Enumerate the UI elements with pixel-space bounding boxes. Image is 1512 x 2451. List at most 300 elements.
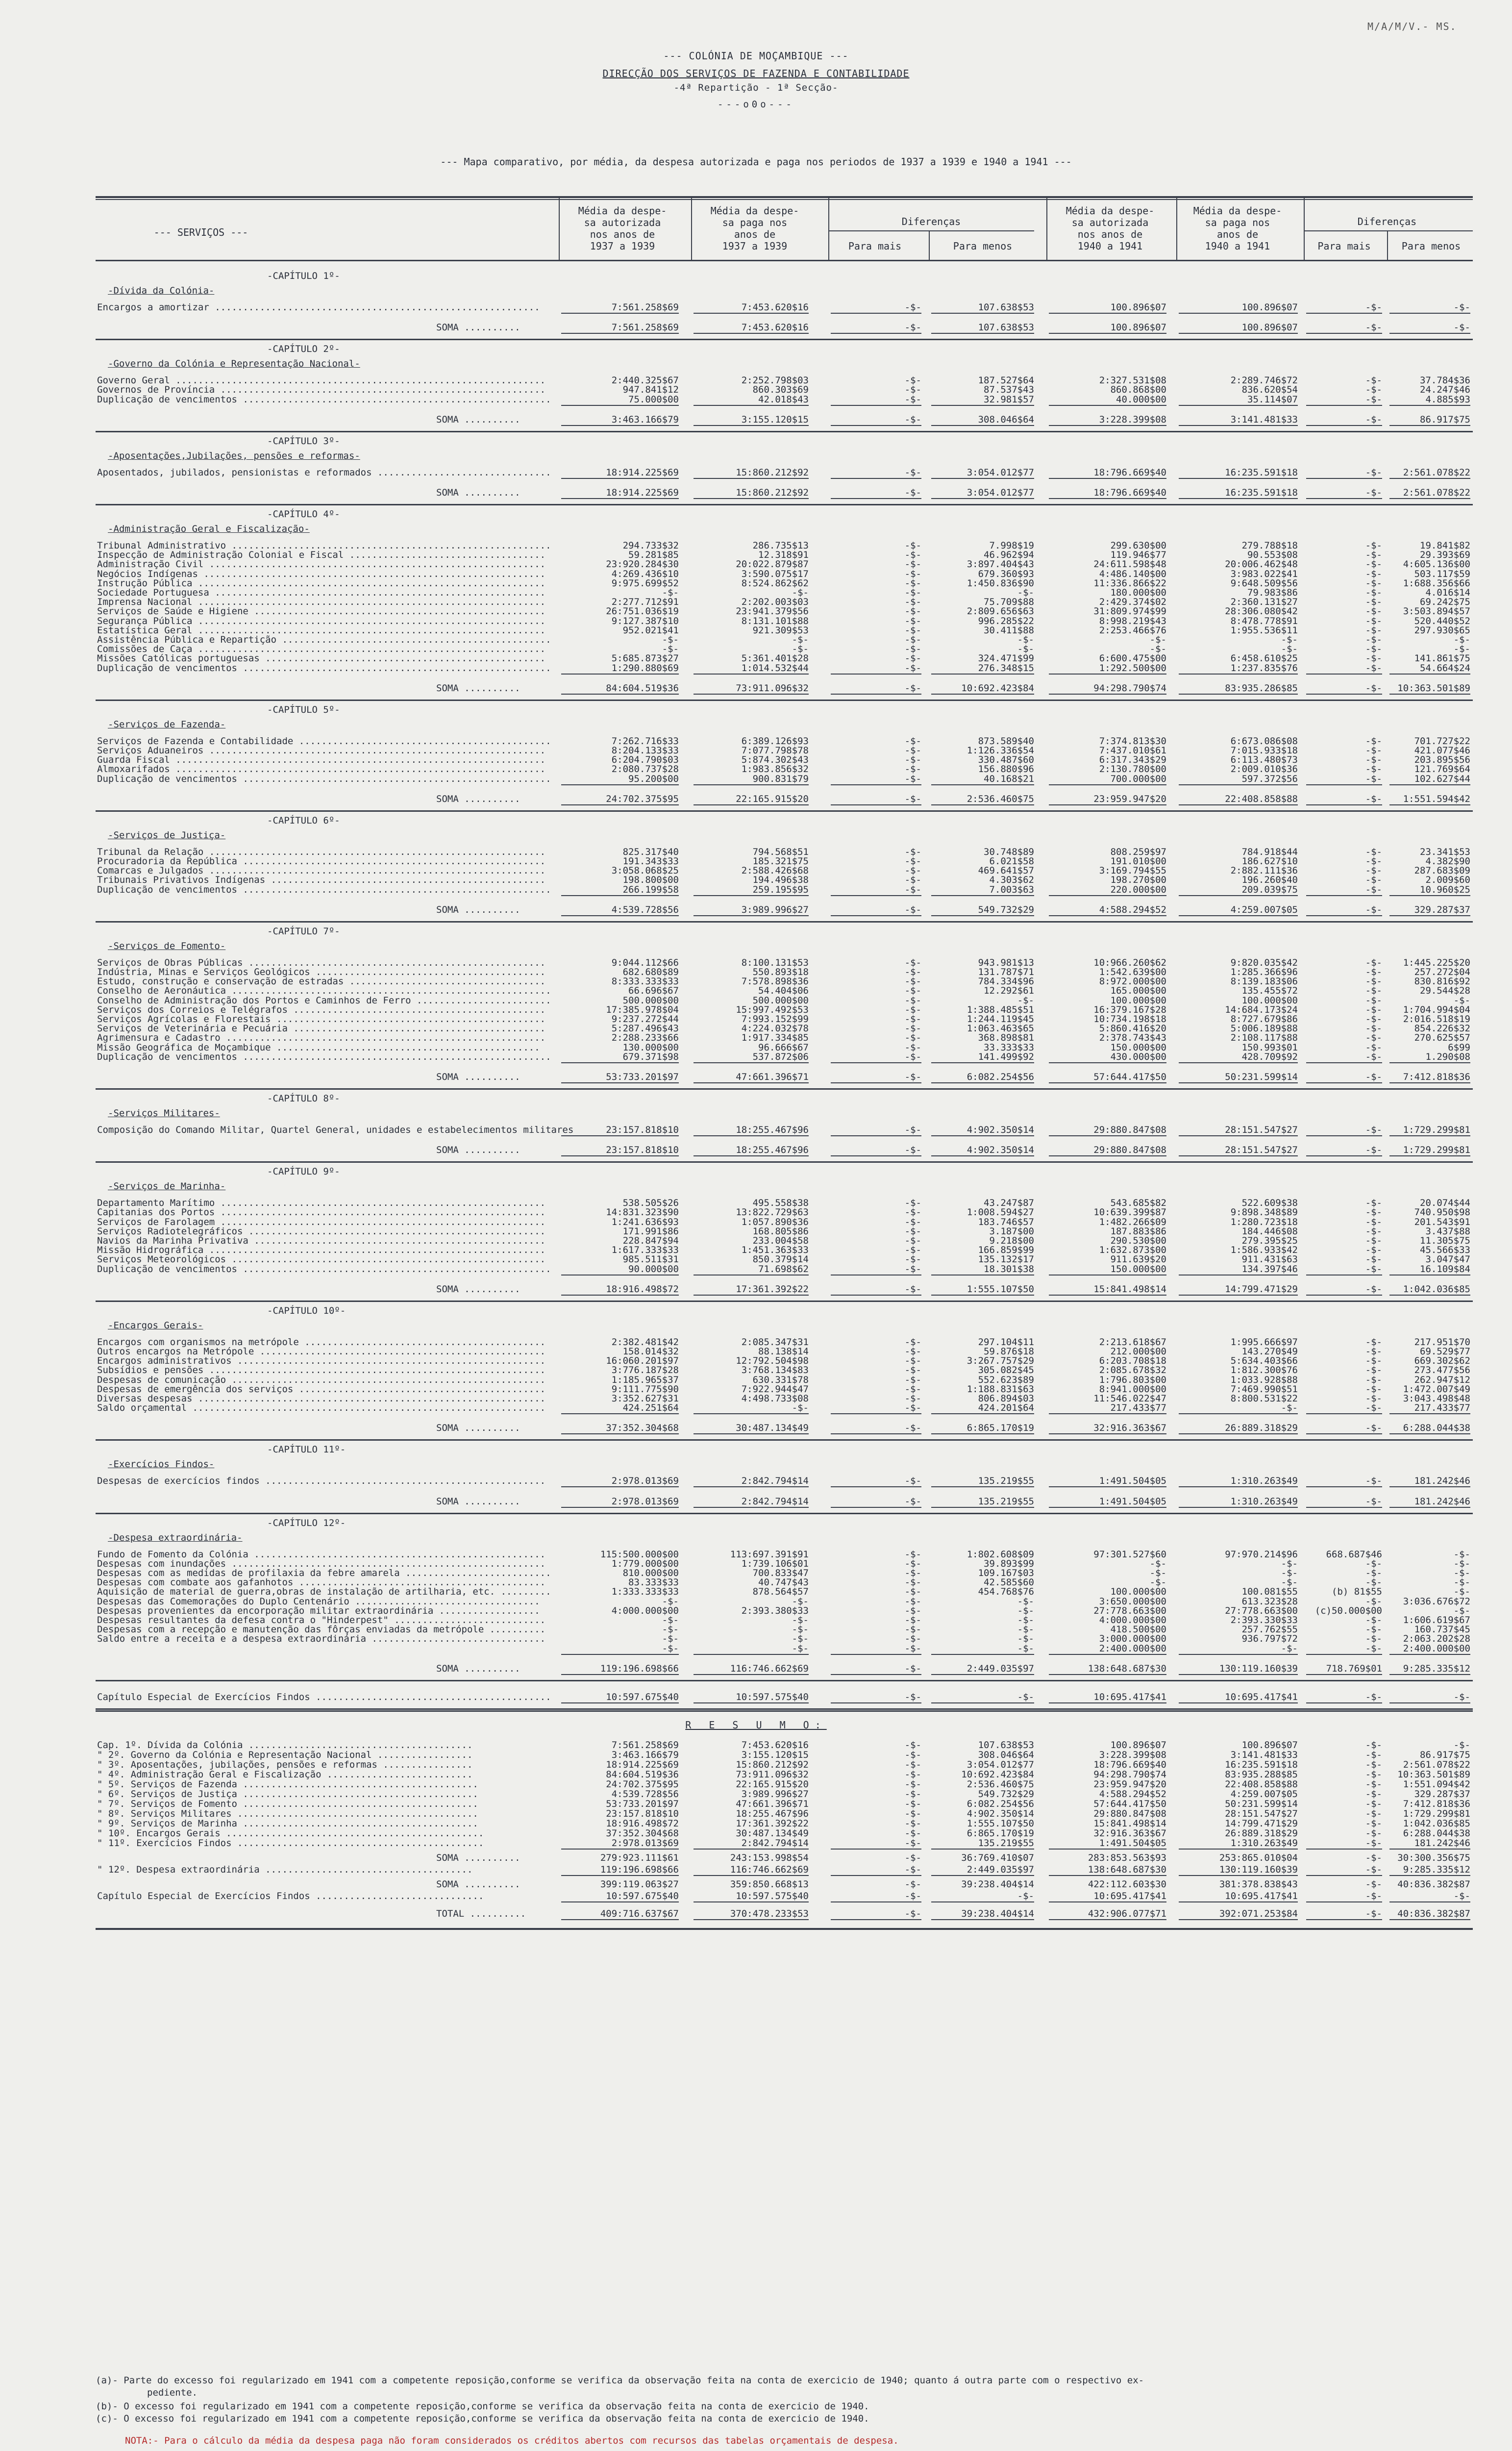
row-label: Duplicação de vencimentos ....................................................... bbox=[97, 662, 551, 674]
value-col-6: -$- bbox=[1365, 875, 1382, 886]
resumo-row-label: " 10º. Encargos Gerais .............................................. bbox=[97, 1827, 484, 1839]
row-label: Duplicação de vencimentos ....................................................... bbox=[97, 773, 551, 784]
value-col-1: 71.698$62 bbox=[694, 1264, 809, 1276]
soma-label: SOMA .......... bbox=[436, 793, 521, 804]
heading-ornament: ---o0o--- bbox=[718, 99, 794, 110]
value-col-5: 28:151.547$27 bbox=[1179, 1145, 1298, 1156]
row-label: Negócios Indígenas ............................................................. bbox=[97, 568, 546, 579]
value-col-0: 6:204.790$03 bbox=[611, 754, 679, 766]
value-col-6: -$- bbox=[1365, 1336, 1382, 1348]
row-label: Composição do Comando Militar, Quartel General, unidades e estabelecimentos militares bbox=[97, 1125, 574, 1135]
value-col-0: 53:733.201$97 bbox=[561, 1072, 679, 1083]
value-col-6: -$- bbox=[1306, 1908, 1382, 1920]
value-col-2: -$- bbox=[904, 568, 921, 579]
value-col-4: 10:734.198$18 bbox=[1093, 1014, 1166, 1025]
value-col-4: 16:379.167$28 bbox=[1093, 1004, 1166, 1015]
value-col-7: 29.393$69 bbox=[1420, 550, 1470, 561]
value-col-4: 3:228.399$08 bbox=[1099, 1749, 1166, 1760]
value-col-6: -$- bbox=[1365, 865, 1382, 876]
value-col-5: 28:151.547$27 bbox=[1179, 1125, 1298, 1136]
value-col-3: 6:865.170$19 bbox=[967, 1827, 1034, 1839]
value-col-3: 943.981$13 bbox=[978, 957, 1034, 968]
value-col-2: -$- bbox=[904, 1808, 921, 1819]
row-label: Tribunal Administrativo ......................................................... bbox=[97, 540, 551, 551]
row-label: Encargos a amortizar .......................................................... bbox=[97, 302, 540, 313]
value-col-6: -$- bbox=[1306, 1051, 1382, 1063]
value-col-1: 1:917.334$85 bbox=[741, 1032, 809, 1044]
value-col-0: -$- bbox=[662, 1615, 679, 1626]
value-col-4: 191.010$00 bbox=[1110, 856, 1166, 867]
value-col-4: 29:880.847$08 bbox=[1049, 1145, 1166, 1156]
value-col-7: -$- bbox=[1453, 1605, 1470, 1616]
value-col-6: -$- bbox=[1365, 597, 1382, 608]
value-col-3: -$- bbox=[1017, 1633, 1034, 1645]
value-col-7: 69.529$77 bbox=[1420, 1346, 1470, 1357]
value-col-4: 11:336.866$22 bbox=[1093, 577, 1166, 589]
value-col-7: -$- bbox=[1389, 1891, 1470, 1902]
chapter-title: -Serviços de Justiça- bbox=[108, 829, 226, 841]
value-col-0: 424.251$64 bbox=[561, 1402, 679, 1414]
value-col-3: -$- bbox=[1017, 1615, 1034, 1626]
value-col-5: -$- bbox=[1281, 1568, 1298, 1578]
soma-label: SOMA .......... bbox=[436, 1423, 521, 1434]
value-col-4: 430.000$00 bbox=[1049, 1051, 1166, 1063]
value-col-2: -$- bbox=[831, 394, 921, 406]
value-col-1: 4:224.032$78 bbox=[741, 1023, 809, 1034]
value-col-0: 10:597.675$40 bbox=[561, 1692, 679, 1703]
value-col-6: -$- bbox=[1365, 1827, 1382, 1839]
value-col-5: -$- bbox=[1281, 634, 1298, 645]
soma-label: SOMA .......... bbox=[436, 1072, 521, 1082]
row-label: Departamento Marítimo .......................................................... bbox=[97, 1198, 546, 1209]
value-col-5: -$- bbox=[1281, 644, 1298, 655]
value-col-5: 6:673.086$08 bbox=[1230, 735, 1298, 747]
value-col-4: 2:400.000$00 bbox=[1049, 1643, 1166, 1655]
note-c: (c)- O excesso foi regularizado em 1941 com a competente reposição,conforme se verifica da observação feita na conta de exercicio de 1940. bbox=[96, 2413, 869, 2424]
value-col-1: 3:989.996$27 bbox=[694, 904, 809, 916]
value-col-2: -$- bbox=[904, 1393, 921, 1404]
value-col-7: 11.305$75 bbox=[1420, 1235, 1470, 1246]
value-col-6: -$- bbox=[1365, 1818, 1382, 1829]
value-col-6: -$- bbox=[1365, 1198, 1382, 1209]
value-col-0: 66.696$67 bbox=[628, 985, 679, 997]
value-col-4: 1:542.639$00 bbox=[1099, 967, 1166, 977]
value-col-7: 503.117$59 bbox=[1414, 568, 1470, 579]
value-col-1: 8:131.101$88 bbox=[741, 615, 809, 626]
value-col-3: 75.709$88 bbox=[984, 597, 1034, 608]
value-col-0: 679.371$98 bbox=[561, 1051, 679, 1063]
chapter-title: -Serviços de Marinha- bbox=[108, 1181, 226, 1192]
value-col-6: -$- bbox=[1365, 1365, 1382, 1376]
value-col-3: 1:555.107$50 bbox=[931, 1284, 1034, 1296]
row-label: Encargos com organismos na metrópole ........................................... bbox=[97, 1336, 546, 1348]
value-col-1: 500.000$00 bbox=[752, 995, 809, 1006]
value-col-4: 860.868$00 bbox=[1110, 384, 1166, 396]
value-col-7: 37.784$36 bbox=[1420, 375, 1470, 386]
value-col-3: 297.104$11 bbox=[978, 1336, 1034, 1348]
value-col-1: -$- bbox=[792, 634, 809, 645]
column-rule-1 bbox=[691, 198, 692, 260]
value-col-3: 4:902.350$14 bbox=[967, 1808, 1034, 1819]
value-col-4: -$- bbox=[1149, 1577, 1166, 1588]
value-col-3: 10:692.423$84 bbox=[961, 1769, 1034, 1780]
chapter-label: -CAPÍTULO 1º- bbox=[267, 271, 340, 281]
row-label: Tribunal da Relação ............................................................ bbox=[97, 846, 546, 857]
chapter-label: -CAPÍTULO 10º- bbox=[267, 1305, 346, 1316]
value-col-5: 522.609$38 bbox=[1241, 1198, 1298, 1209]
value-col-4: 23:959.947$20 bbox=[1049, 794, 1166, 805]
value-col-4: 2:085.678$32 bbox=[1099, 1365, 1166, 1376]
value-col-3: 32.981$57 bbox=[931, 394, 1034, 406]
value-col-7: 7:412.818$36 bbox=[1403, 1798, 1470, 1809]
value-col-3: 873.589$40 bbox=[978, 735, 1034, 747]
value-col-1: -$- bbox=[792, 1633, 809, 1645]
value-col-2: -$- bbox=[904, 615, 921, 626]
row-label: Tribunais Privativos Indígenas ................................................. bbox=[97, 875, 546, 886]
value-col-1: 359:850.668$13 bbox=[730, 1878, 809, 1890]
value-col-5: 150.993$01 bbox=[1241, 1042, 1298, 1053]
row-label: Serviços de Saúde e Higiene .................................................... bbox=[97, 606, 546, 617]
value-col-0: 9:975.699$52 bbox=[611, 577, 679, 589]
value-col-6: -$- bbox=[1365, 1615, 1382, 1626]
value-col-5: 381:378.838$43 bbox=[1219, 1878, 1298, 1890]
value-col-6: -$- bbox=[1365, 568, 1382, 579]
value-col-7: 2:016.518$19 bbox=[1403, 1014, 1470, 1025]
value-col-0: 947.841$12 bbox=[622, 384, 679, 396]
col-header-mais-2: Para mais bbox=[1317, 240, 1371, 252]
value-col-2: -$- bbox=[831, 1643, 921, 1655]
value-col-7: 24.247$46 bbox=[1420, 384, 1470, 396]
value-col-1: 5:874.302$43 bbox=[741, 754, 809, 766]
value-col-4: 27:778.663$00 bbox=[1093, 1605, 1166, 1616]
value-col-4: 8:998.219$43 bbox=[1099, 615, 1166, 626]
value-col-5: 8:800.531$22 bbox=[1230, 1393, 1298, 1404]
value-col-5: 257.762$55 bbox=[1241, 1624, 1298, 1635]
value-col-6: -$- bbox=[1365, 1624, 1382, 1635]
value-col-1: 7:453.620$16 bbox=[741, 1739, 809, 1751]
row-label: Conselho de Aeronáutica ......................................................... bbox=[97, 985, 551, 997]
value-col-7: 69.242$75 bbox=[1420, 597, 1470, 608]
value-col-7: 3:036.676$72 bbox=[1403, 1596, 1470, 1607]
row-label: Aposentados, jubilados, pensionistas e reformados ............................... bbox=[97, 467, 551, 478]
value-col-6: -$- bbox=[1306, 683, 1382, 695]
resumo-row-label: " 5º. Serviços de Fazenda .......................................... bbox=[97, 1778, 478, 1790]
value-col-0: -$- bbox=[662, 1624, 679, 1635]
value-col-0: 37:352.304$68 bbox=[561, 1423, 679, 1434]
value-col-7: 262.947$12 bbox=[1414, 1374, 1470, 1385]
directorate-heading: DIRECÇÃO DOS SERVIÇOS DE FAZENDA E CONTABILIDADE bbox=[602, 68, 910, 79]
value-col-5: 4:259.007$05 bbox=[1179, 904, 1298, 916]
value-col-1: 15:860.212$92 bbox=[694, 467, 809, 479]
value-col-7: 273.477$56 bbox=[1414, 1365, 1470, 1376]
value-col-4: 10:639.399$87 bbox=[1093, 1207, 1166, 1218]
value-col-3: 3:267.757$29 bbox=[967, 1355, 1034, 1367]
value-col-3: 156.880$96 bbox=[978, 764, 1034, 775]
value-col-4: 100.000$00 bbox=[1110, 995, 1166, 1006]
section-rule bbox=[96, 921, 1473, 923]
resumo-top-rule bbox=[96, 1710, 1473, 1712]
resumo-capesp-label: Capítulo Especial de Exercícios Findos .............................. bbox=[97, 1890, 484, 1901]
value-col-2: -$- bbox=[904, 1558, 921, 1569]
value-col-5: 26:889.318$29 bbox=[1179, 1423, 1298, 1434]
value-col-6: -$- bbox=[1365, 1558, 1382, 1569]
value-col-7: 287.683$09 bbox=[1414, 865, 1470, 876]
value-col-6: -$- bbox=[1365, 540, 1382, 551]
value-col-7: 3.047$47 bbox=[1425, 1254, 1470, 1265]
value-col-6: -$- bbox=[1365, 653, 1382, 664]
section-rule bbox=[96, 1708, 1473, 1710]
value-col-2: -$- bbox=[904, 967, 921, 977]
value-col-3: 3:054.012$77 bbox=[931, 487, 1034, 499]
value-col-2: -$- bbox=[904, 1254, 921, 1265]
row-label: Fundo de Fomento da Colónia .................................................... bbox=[97, 1549, 546, 1560]
section-rule bbox=[96, 504, 1473, 505]
row-label: Segurança Pública .............................................................. bbox=[97, 615, 546, 626]
value-col-5: 279.395$25 bbox=[1241, 1235, 1298, 1246]
value-col-6: -$- bbox=[1306, 1264, 1382, 1276]
value-col-4: 1:491.504$05 bbox=[1049, 1838, 1166, 1850]
value-col-3: 135.219$55 bbox=[931, 1496, 1034, 1508]
value-col-3: 1:450.836$90 bbox=[967, 577, 1034, 589]
value-col-4: 2:253.466$76 bbox=[1099, 625, 1166, 636]
value-col-7: 9:285.335$12 bbox=[1389, 1864, 1470, 1876]
value-col-7: 54.664$24 bbox=[1389, 663, 1470, 675]
value-col-4: 7:437.010$61 bbox=[1099, 745, 1166, 756]
value-col-7: 1:042.036$85 bbox=[1389, 1284, 1470, 1296]
row-label: Encargos administrativos ....................................................... bbox=[97, 1355, 546, 1367]
value-col-0: 4:269.436$10 bbox=[611, 568, 679, 579]
value-col-6: -$- bbox=[1365, 1355, 1382, 1367]
row-label: Procuradoria da República ...................................................... bbox=[97, 856, 546, 867]
value-col-1: -$- bbox=[694, 1402, 809, 1414]
column-rule-3 bbox=[929, 231, 930, 260]
value-col-2: -$- bbox=[831, 1125, 921, 1136]
value-col-6: -$- bbox=[1365, 1568, 1382, 1578]
value-col-1: 1:014.532$44 bbox=[694, 663, 809, 675]
value-col-1: 88.138$14 bbox=[758, 1346, 809, 1357]
row-label: Capitanias dos Portos .......................................................... bbox=[97, 1207, 546, 1218]
value-col-6: (b) 81$55 bbox=[1332, 1586, 1382, 1598]
value-col-5: 134.397$46 bbox=[1179, 1264, 1298, 1276]
value-col-2: -$- bbox=[904, 1749, 921, 1760]
value-col-0: 84:604.519$36 bbox=[561, 683, 679, 695]
value-col-7: 10:363.501$89 bbox=[1397, 1769, 1470, 1780]
value-col-5: 6:458.610$25 bbox=[1230, 653, 1298, 664]
value-col-2: -$- bbox=[904, 384, 921, 396]
value-col-4: 543.685$82 bbox=[1110, 1198, 1166, 1209]
value-col-4: 422:112.603$30 bbox=[1088, 1878, 1166, 1890]
value-col-2: -$- bbox=[831, 904, 921, 916]
value-col-0: 1:241.636$93 bbox=[611, 1216, 679, 1227]
value-col-3: 40.168$21 bbox=[931, 774, 1034, 785]
value-col-1: 860.303$69 bbox=[752, 384, 809, 396]
value-col-7: 4.382$90 bbox=[1425, 856, 1470, 867]
value-col-5: 7:469.990$51 bbox=[1230, 1383, 1298, 1395]
value-col-7: 29.544$28 bbox=[1420, 985, 1470, 997]
value-col-4: 1:292.500$00 bbox=[1049, 663, 1166, 675]
value-col-1: 3:590.075$17 bbox=[741, 568, 809, 579]
value-col-6: -$- bbox=[1365, 1878, 1382, 1890]
value-col-3: 2:536.460$75 bbox=[967, 1778, 1034, 1790]
value-col-5: 597.372$56 bbox=[1179, 774, 1298, 785]
value-col-2: -$- bbox=[904, 865, 921, 876]
value-col-2: -$- bbox=[904, 559, 921, 570]
value-col-1: 495.558$38 bbox=[752, 1198, 809, 1209]
value-col-3: -$- bbox=[931, 1891, 1034, 1902]
value-col-0: 2:978.013$69 bbox=[561, 1838, 679, 1850]
value-col-4: 15:841.498$14 bbox=[1093, 1818, 1166, 1829]
value-col-7: 701.727$22 bbox=[1414, 735, 1470, 747]
col-header-dif-2: Diferenças bbox=[1357, 216, 1417, 227]
row-label: Despesas com combate aos gafanhotos ............................................ bbox=[97, 1577, 546, 1588]
value-col-5: 100.000$00 bbox=[1241, 995, 1298, 1006]
value-col-3: 59.876$18 bbox=[984, 1346, 1034, 1357]
resumo-title: R E S U M O: bbox=[685, 1719, 827, 1731]
value-col-1: 15:860.212$92 bbox=[736, 1759, 809, 1770]
value-col-5: 784.918$44 bbox=[1241, 846, 1298, 857]
value-col-4: 100.000$00 bbox=[1110, 1586, 1166, 1598]
value-col-4: 7:374.813$30 bbox=[1099, 735, 1166, 747]
value-col-4: 8:972.000$00 bbox=[1099, 976, 1166, 987]
value-col-7: 7:412.818$36 bbox=[1389, 1072, 1470, 1083]
chapter-label: -CAPÍTULO 9º- bbox=[267, 1166, 340, 1177]
value-col-4: 1:482.266$09 bbox=[1099, 1216, 1166, 1227]
value-col-6: 668.687$46 bbox=[1326, 1549, 1382, 1560]
row-label: Serviços Meteorológicos ........................................................ bbox=[97, 1254, 546, 1265]
value-col-1: 850.379$14 bbox=[752, 1254, 809, 1265]
value-col-4: -$- bbox=[1149, 1558, 1166, 1569]
value-col-2: -$- bbox=[904, 1023, 921, 1034]
value-col-4: 418.500$00 bbox=[1110, 1624, 1166, 1635]
value-col-6: -$- bbox=[1365, 995, 1382, 1006]
section-rule bbox=[96, 1301, 1473, 1302]
value-col-3: 1:008.594$27 bbox=[967, 1207, 1034, 1218]
value-col-2: -$- bbox=[904, 1198, 921, 1209]
value-col-3: 135.219$55 bbox=[931, 1838, 1034, 1850]
value-col-7: 40:836.382$87 bbox=[1389, 1908, 1470, 1920]
value-col-1: 96.666$67 bbox=[758, 1042, 809, 1053]
value-col-5: 428.709$92 bbox=[1179, 1051, 1298, 1063]
value-col-7: 1:551.094$42 bbox=[1403, 1778, 1470, 1790]
value-col-2: -$- bbox=[831, 663, 921, 675]
value-col-2: -$- bbox=[904, 644, 921, 655]
value-col-2: -$- bbox=[904, 1596, 921, 1607]
value-col-7: 854.226$32 bbox=[1414, 1023, 1470, 1034]
value-col-2: -$- bbox=[831, 302, 921, 314]
value-col-2: -$- bbox=[904, 540, 921, 551]
value-col-6: -$- bbox=[1365, 1852, 1382, 1863]
section-rule bbox=[96, 431, 1473, 432]
value-col-0: 3:352.627$31 bbox=[611, 1393, 679, 1404]
value-col-2: -$- bbox=[904, 957, 921, 968]
value-col-1: -$- bbox=[792, 1596, 809, 1607]
column-rule-7 bbox=[1387, 231, 1388, 260]
value-col-2: -$- bbox=[831, 467, 921, 479]
value-col-5: 9:820.035$42 bbox=[1230, 957, 1298, 968]
value-col-4: 31:809.974$99 bbox=[1093, 606, 1166, 617]
row-label: Outros encargos na Metrópole ................................................... bbox=[97, 1346, 546, 1357]
column-rule-6 bbox=[1304, 198, 1305, 260]
value-col-6: (c)50.000$00 bbox=[1314, 1605, 1382, 1616]
value-col-4: 4:486.140$00 bbox=[1099, 568, 1166, 579]
value-col-6: -$- bbox=[1306, 1402, 1382, 1414]
value-col-0: 825.317$40 bbox=[622, 846, 679, 857]
value-col-4: 187.883$86 bbox=[1110, 1226, 1166, 1237]
value-col-5: 1:310.263$49 bbox=[1179, 1476, 1298, 1487]
value-col-5: -$- bbox=[1281, 1558, 1298, 1569]
soma-label: SOMA .......... bbox=[436, 1145, 521, 1156]
value-col-2: -$- bbox=[831, 1496, 921, 1508]
chapter-title: -Serviços de Fomento- bbox=[108, 940, 226, 951]
value-col-3: -$- bbox=[931, 1692, 1034, 1703]
soma-label: SOMA .......... bbox=[436, 1283, 521, 1295]
chapter-title: -Dívida da Colónia- bbox=[108, 285, 215, 296]
value-col-0: 5:685.873$27 bbox=[611, 653, 679, 664]
value-col-3: 9.218$00 bbox=[989, 1235, 1034, 1246]
value-col-4: 6:317.343$29 bbox=[1099, 754, 1166, 766]
value-col-5: 14:684.173$24 bbox=[1225, 1004, 1298, 1015]
value-col-6: -$- bbox=[1365, 615, 1382, 626]
value-col-3: 39.893$99 bbox=[984, 1558, 1034, 1569]
value-col-3: 6.021$58 bbox=[989, 856, 1034, 867]
value-col-5: 1:237.835$76 bbox=[1179, 663, 1298, 675]
row-label: Governos de Província .......................................................... bbox=[97, 384, 546, 396]
value-col-2: -$- bbox=[904, 1852, 921, 1863]
value-col-5: 911.431$63 bbox=[1241, 1254, 1298, 1265]
row-label: Saldo entre a receita e a despesa extraordinária ............................... bbox=[97, 1633, 546, 1645]
value-col-2: -$- bbox=[904, 764, 921, 775]
value-col-7: -$- bbox=[1453, 1739, 1470, 1751]
value-col-6: -$- bbox=[1306, 302, 1382, 314]
value-col-7: 86.917$75 bbox=[1420, 1749, 1470, 1760]
value-col-6: -$- bbox=[1306, 1864, 1382, 1876]
row-label: Indústria, Minas e Serviços Geológicos ......................................... bbox=[97, 967, 546, 977]
col-header-paga-1940: Média da despe- sa paga nos anos de 1940 a 1941 bbox=[1193, 205, 1282, 252]
value-col-6: -$- bbox=[1365, 1577, 1382, 1588]
value-col-6: -$- bbox=[1365, 1393, 1382, 1404]
value-col-4: 94:298.790$74 bbox=[1049, 683, 1166, 695]
value-col-6: -$- bbox=[1306, 1423, 1382, 1434]
value-col-3: 109.167$03 bbox=[978, 1568, 1034, 1578]
document-title: --- Mapa comparativo, por média, da despesa autorizada e paga nos periodos de 1937 a 1939 e 1940 a 1941 --- bbox=[440, 156, 1072, 168]
value-col-1: 370:478.233$53 bbox=[694, 1908, 809, 1920]
value-col-1: 5:361.401$28 bbox=[741, 653, 809, 664]
value-col-1: 194.496$38 bbox=[752, 875, 809, 886]
value-col-1: 921.309$53 bbox=[752, 625, 809, 636]
row-label: Missão Hidrográfica ............................................................ bbox=[97, 1245, 546, 1256]
value-col-7: -$- bbox=[1453, 644, 1470, 655]
value-col-7: 3.437$88 bbox=[1425, 1226, 1470, 1237]
row-label: Despesas de emergência dos serviços ............................................ bbox=[97, 1383, 546, 1395]
value-col-7: 669.302$62 bbox=[1414, 1355, 1470, 1367]
resumo-row-label: " 11º. Exercícios Findos ............................................ bbox=[97, 1837, 484, 1849]
value-col-5: 6:113.480$73 bbox=[1230, 754, 1298, 766]
value-col-7: 181.242$46 bbox=[1389, 1476, 1470, 1487]
value-col-0: -$- bbox=[662, 1633, 679, 1645]
value-col-1: 18:255.467$96 bbox=[694, 1125, 809, 1136]
value-col-6: -$- bbox=[1306, 1476, 1382, 1487]
note-a: (a)- Parte do excesso foi regularizado em 1941 com a competente reposição,conforme se verifica da observação feita na conta de exercicio de 1940; quanto á outra parte com o respectivo ex- bbox=[96, 2375, 1144, 2386]
resumo-row-label: " 8º. Serviços Militares ........................................... bbox=[97, 1808, 478, 1819]
value-col-0: 7:561.258$69 bbox=[561, 322, 679, 334]
value-col-3: 166.859$99 bbox=[978, 1245, 1034, 1256]
value-col-0: 985.511$31 bbox=[622, 1254, 679, 1265]
value-col-1: 878.564$57 bbox=[752, 1586, 809, 1598]
value-col-2: -$- bbox=[904, 1226, 921, 1237]
value-col-2: -$- bbox=[831, 1264, 921, 1276]
section-rule bbox=[96, 1513, 1473, 1514]
column-rule-5 bbox=[1176, 198, 1177, 260]
